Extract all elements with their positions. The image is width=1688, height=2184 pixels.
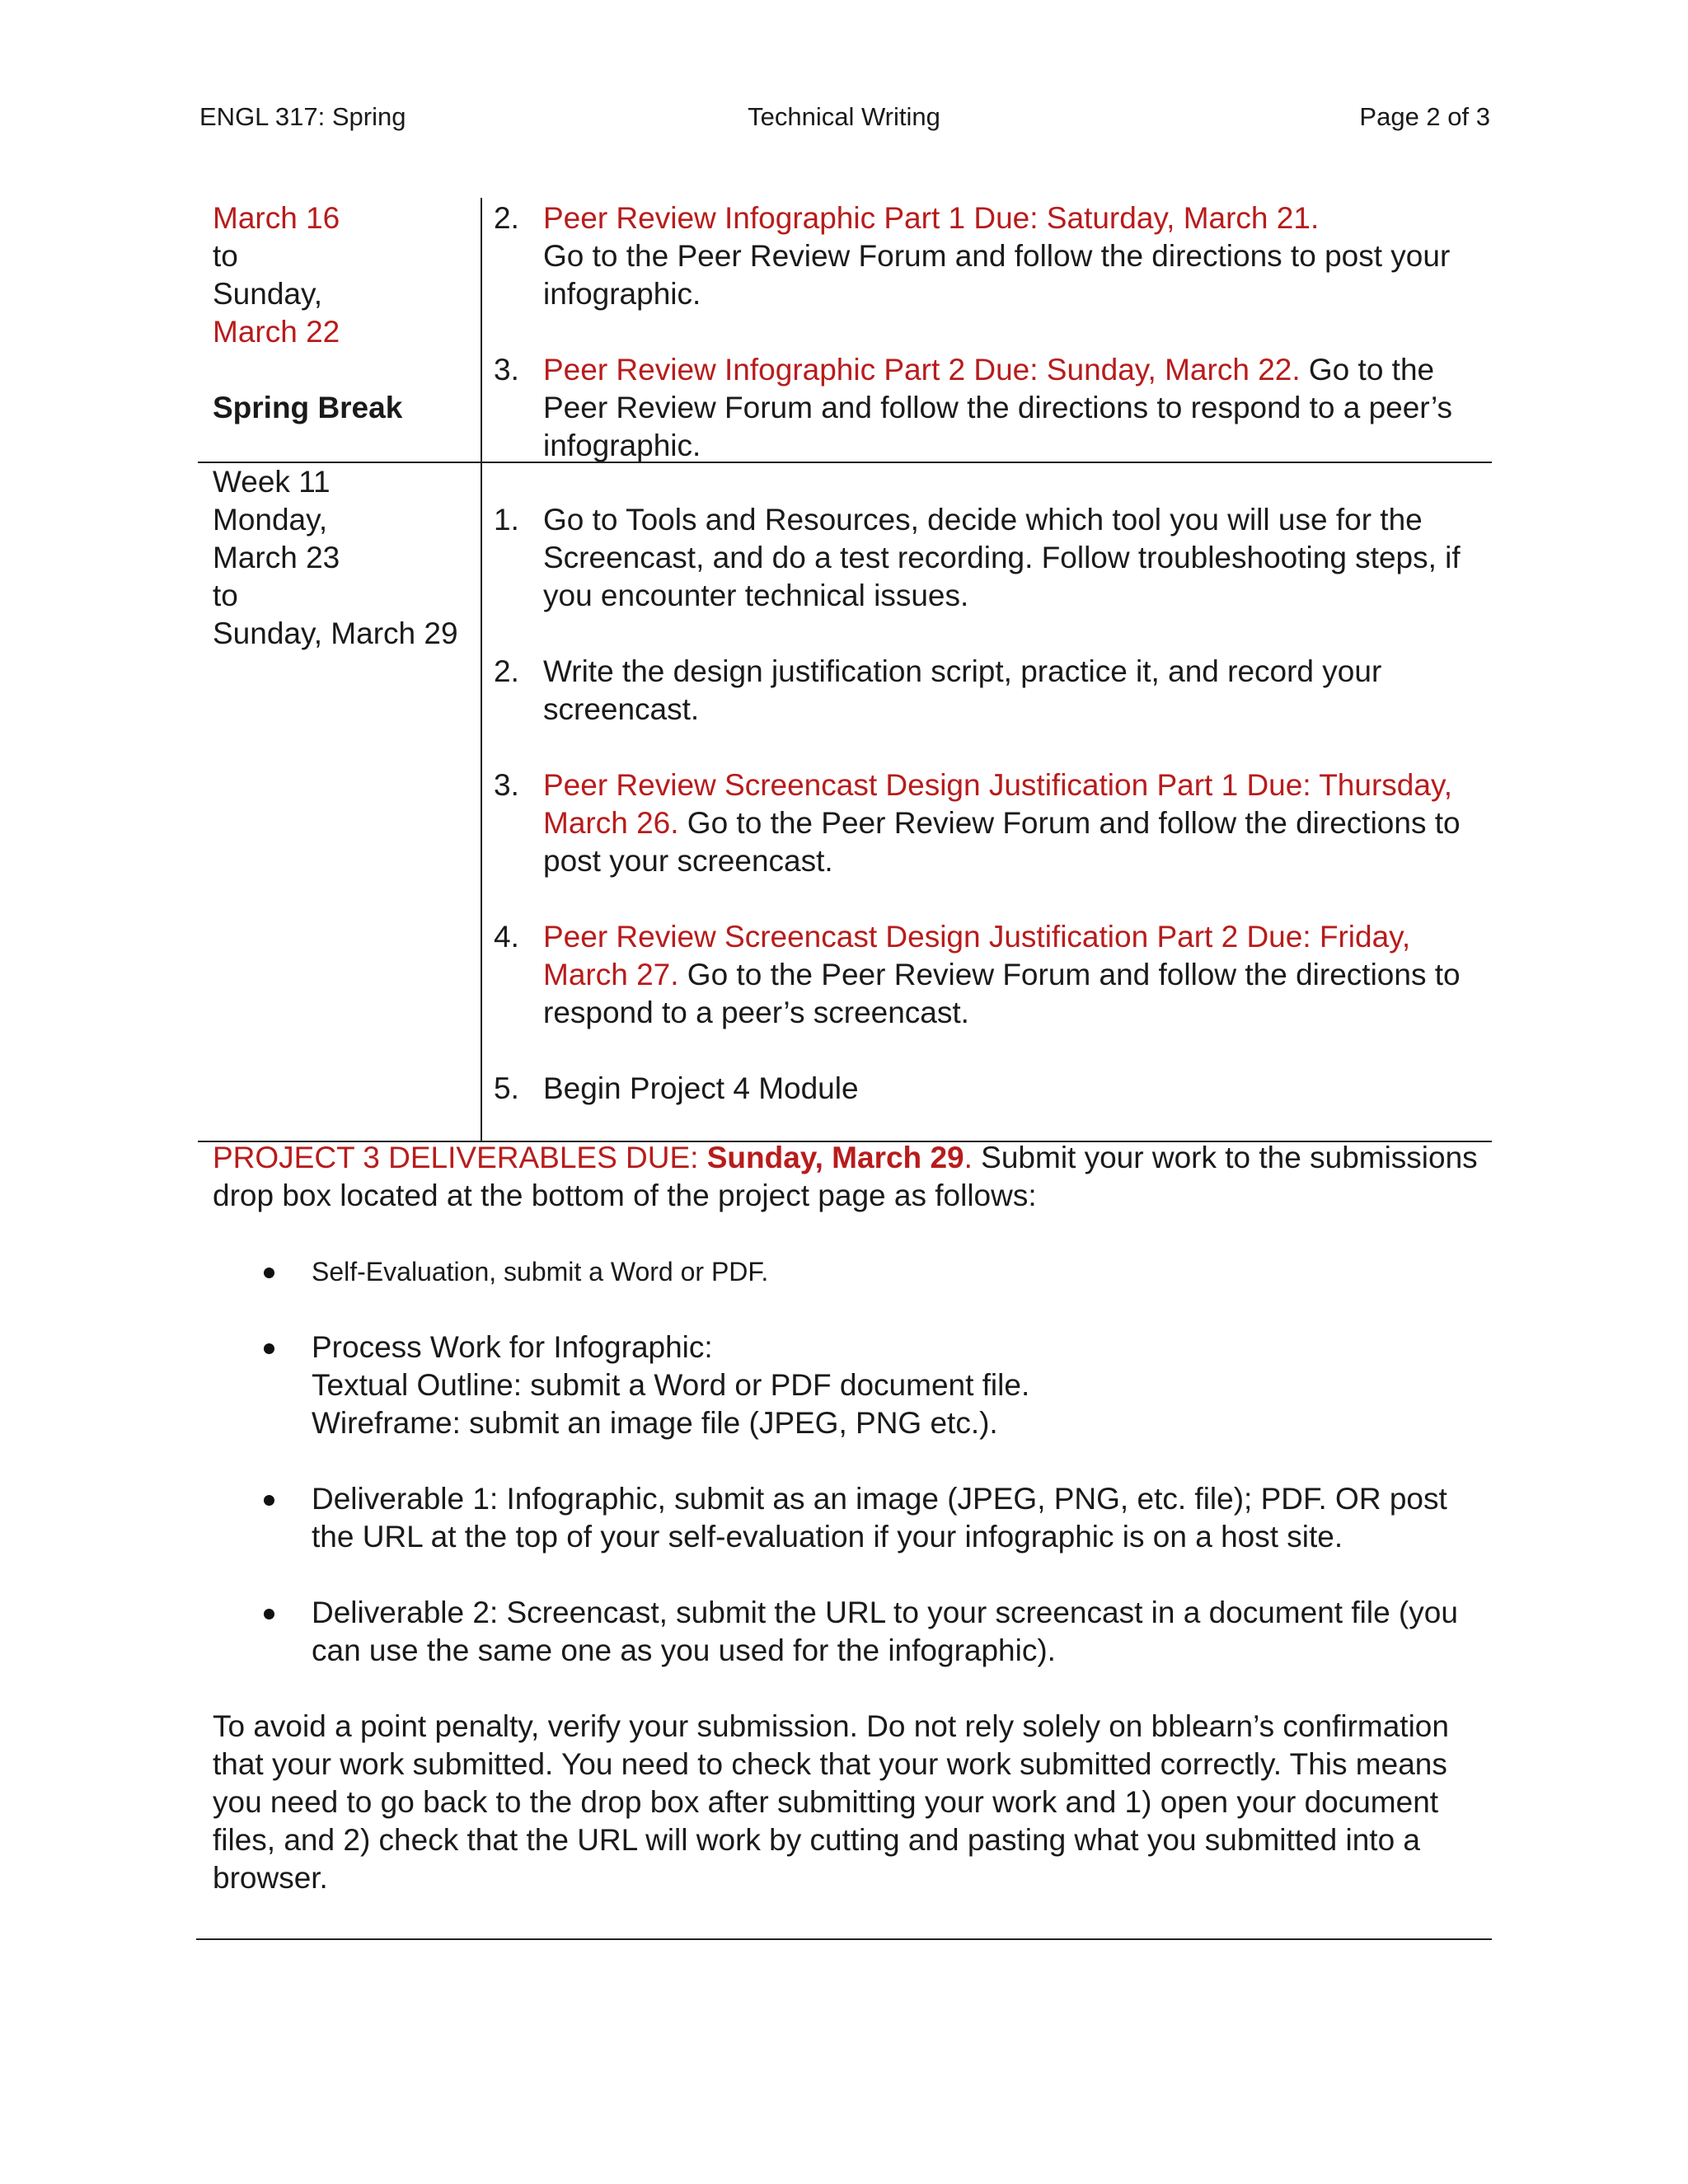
deliverables-list	[213, 1253, 1482, 1670]
deliverables-section	[213, 1139, 1482, 1897]
list-item	[494, 199, 1492, 313]
bullet-icon	[264, 1268, 274, 1278]
week-label: Week 11	[213, 465, 331, 499]
schedule-table	[198, 198, 1492, 1142]
date-to: to	[213, 579, 238, 612]
spring-break-label: Spring Break	[213, 391, 403, 424]
date-start: March 23	[213, 541, 340, 574]
date-start: March 16	[213, 201, 340, 235]
list-item: Self-Evaluation, submit a Word or PDF.	[213, 1253, 1482, 1291]
item-number: 5.	[494, 1071, 519, 1105]
item-number: 1.	[494, 503, 519, 537]
due-date-text: Peer Review Screencast Design Justification Part 1 Due: Thursday, March 26.	[543, 768, 1452, 840]
list-item: Deliverable 1: Infographic, submit as an image (JPEG, PNG, etc. file); PDF. OR post the URL at the top of your self-evaluation if your infographic is on a host site.	[213, 1480, 1482, 1556]
due-date-text: Peer Review Screencast Design Justification Part 2 Due: Friday, March 27.	[543, 920, 1411, 991]
schedule-row-week-11	[198, 463, 1492, 1142]
item-text: Go to the Peer Review Forum and follow the directions to respond to a peer’s screencast.	[543, 958, 1461, 1029]
list-item	[494, 766, 1492, 880]
due-date-text: Peer Review Infographic Part 2 Due: Sunday, March 22.	[543, 353, 1301, 387]
item-text: Write the design justification script, practice it, and record your screencast.	[543, 654, 1382, 726]
bullet-icon	[264, 1609, 274, 1619]
list-item	[494, 653, 1492, 729]
item-number: 3.	[494, 768, 519, 802]
item-number: 2.	[494, 654, 519, 688]
header-page-number: Page 2 of 3	[1359, 102, 1490, 131]
date-day: Monday,	[213, 503, 328, 537]
item-text: Go to the Peer Review Forum and follow the directions to post your screencast.	[543, 806, 1461, 878]
schedule-row-spring-break	[198, 198, 1492, 463]
item-text: Go to the Peer Review Forum and follow the directions to respond to a peer’s infographic.	[543, 353, 1453, 462]
header-title: Technical Writing	[748, 102, 940, 131]
bullet-icon	[264, 1495, 274, 1506]
deliverables-due-date: Sunday, March 29	[706, 1141, 964, 1174]
verification-note: To avoid a point penalty, verify your submission. Do not rely solely on bblearn’s confirmation that your work submitted. You need to check that your work submitted correctly. This means you need to go back to the drop box after submitting your work and 1) open your document files, and 2) check that the URL will work by cutting and pasting what you submitted into a browser.	[213, 1709, 1449, 1895]
task-cell	[482, 463, 1492, 1141]
date-day: Sunday,	[213, 277, 323, 311]
item-number: 2.	[494, 201, 519, 235]
deliverables-intro: Submit your work to the submissions drop box located at the bottom of the project page as follows:	[213, 1141, 1478, 1212]
due-date-text: Peer Review Infographic Part 1 Due: Saturday, March 21.	[543, 201, 1320, 235]
bottom-divider	[196, 1938, 1492, 1940]
date-to: to	[213, 239, 238, 273]
date-end: March 22	[213, 315, 340, 349]
deliverables-label: PROJECT 3 DELIVERABLES DUE:	[213, 1141, 707, 1174]
task-cell	[482, 198, 1492, 462]
list-item: Process Work for Infographic: Textual Outline: submit a Word or PDF document file. Wireframe: submit an image file (JPEG, PNG etc.).	[213, 1329, 1482, 1442]
item-number: 3.	[494, 353, 519, 387]
item-text: Go to Tools and Resources, decide which tool you will use for the Screencast, and do a test recording. Follow troubleshooting steps, if you encounter technical issues.	[543, 503, 1461, 612]
list-item	[494, 351, 1492, 465]
list-item	[494, 1070, 1492, 1108]
header-course: ENGL 317: Spring	[199, 102, 406, 131]
list-item: Deliverable 2: Screencast, submit the URL to your screencast in a document file (you can use the same one as you used for the infographic).	[213, 1594, 1482, 1670]
date-end: Sunday, March 29	[213, 616, 458, 650]
bullet-icon	[264, 1343, 274, 1354]
date-cell	[198, 463, 482, 1141]
deliverables-heading: PROJECT 3 DELIVERABLES DUE: Sunday, March 29. Submit your work to the submissions drop box located at the bottom of the project page as follows:	[213, 1141, 1478, 1212]
date-cell	[198, 198, 482, 462]
item-text: Go to the Peer Review Forum and follow the directions to post your infographic.	[543, 239, 1451, 311]
item-number: 4.	[494, 920, 519, 954]
list-item	[494, 501, 1492, 615]
item-text: Begin Project 4 Module	[543, 1071, 859, 1105]
list-item	[494, 918, 1492, 1032]
